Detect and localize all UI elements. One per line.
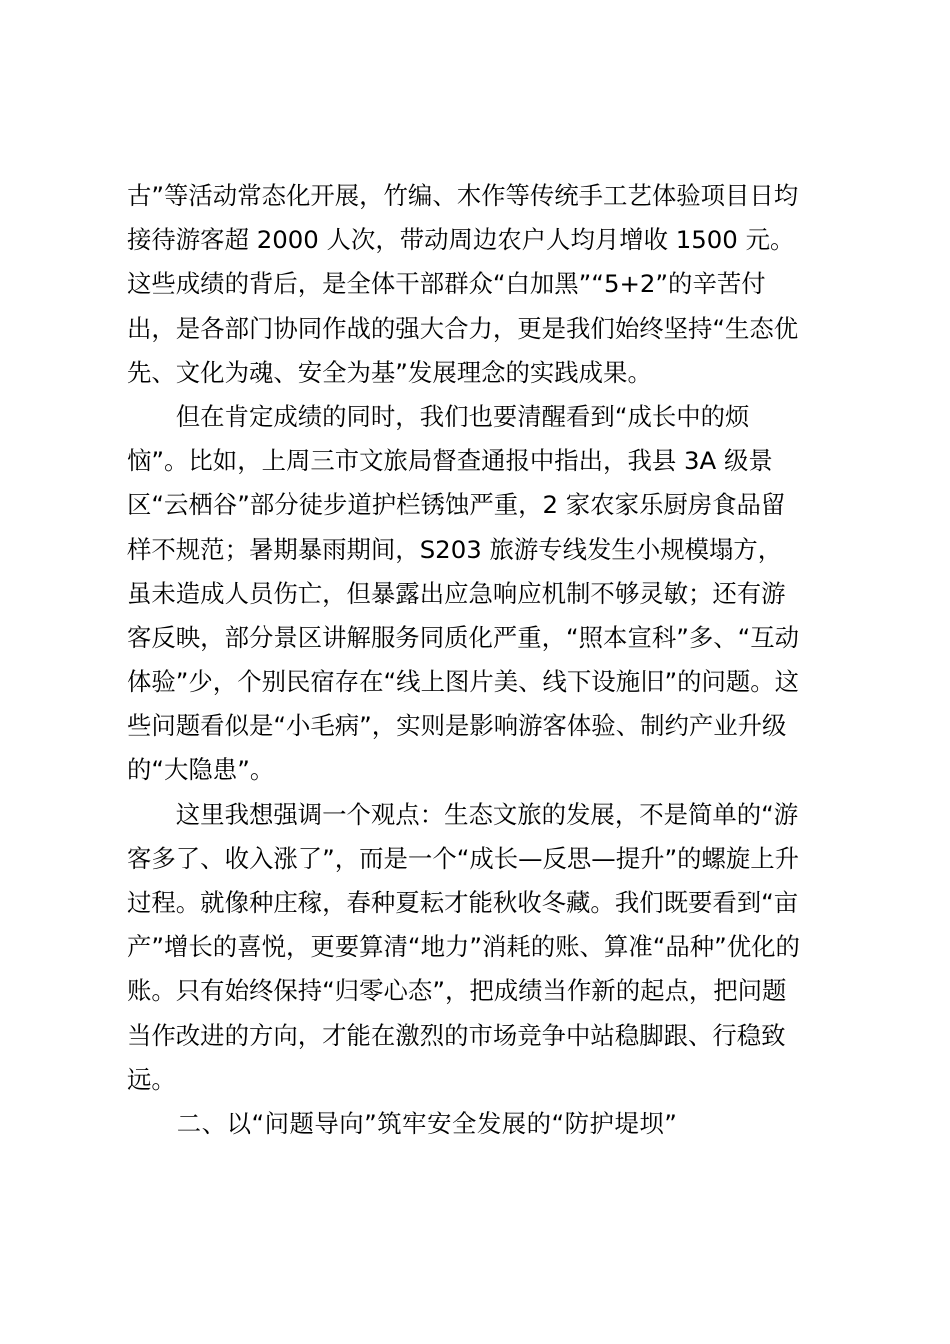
text-line: 区“云栖谷”部分徒步道护栏锈蚀严重，2 家农家乐厨房食品留 xyxy=(127,490,786,520)
text-line: 虽未造成人员伤亡，但暴露出应急响应机制不够灵敏；还有游 xyxy=(127,578,786,608)
text-line: 客多了、收入涨了”，而是一个“成长—反思—提升”的螺旋上升 xyxy=(127,843,800,873)
text-line: 但在肯定成绩的同时，我们也要清醒看到“成长中的烦 xyxy=(127,401,750,431)
text-line: 古”等活动常态化开展，竹编、木作等传统手工艺体验项目日均 xyxy=(127,181,799,210)
text-line: 远。 xyxy=(127,1064,176,1094)
text-line: 出，是各部门协同作战的强大合力，更是我们始终坚持“生态优 xyxy=(127,313,799,343)
text-line: 这里我想强调一个观点：生态文旅的发展，不是简单的“游 xyxy=(127,799,799,829)
text-line: 样不规范；暑期暴雨期间，S203 旅游专线发生小规模塌方， xyxy=(127,534,783,564)
text-line: 些问题看似是“小毛病”，实则是影响游客体验、制约产业升级 xyxy=(127,711,787,741)
text-line: 产”增长的喜悦，更要算清“地力”消耗的账、算准“品种”优化的 xyxy=(127,932,800,962)
text-line: 接待游客超 2000 人次，带动周边农户人均月增收 1500 元。 xyxy=(127,225,795,255)
text-line: 账。只有始终保持“归零心态”，把成绩当作新的起点，把问题 xyxy=(127,976,787,1006)
text-line: 这些成绩的背后，是全体干部群众“白加黑”“5+2”的辛苦付 xyxy=(127,269,766,299)
text-line: 客反映，部分景区讲解服务同质化严重，“照本宣科”多、“互动 xyxy=(127,622,800,652)
text-line: 的“大隐患”。 xyxy=(127,755,275,785)
body-text xyxy=(127,174,833,1146)
section-heading: 二、以“问题导向”筑牢安全发展的“防护堤坝” xyxy=(127,1108,678,1138)
text-line: 当作改进的方向，才能在激烈的市场竞争中站稳脚跟、行稳致 xyxy=(127,1020,786,1050)
text-line: 恼”。比如，上周三市文旅局督查通报中指出，我县 3A 级景 xyxy=(127,446,773,476)
text-line: 体验”少，个别民宿存在“线上图片美、线下设施旧”的问题。这 xyxy=(127,667,800,697)
text-line: 过程。就像种庄稼，春种夏耘才能秋收冬藏。我们既要看到“亩 xyxy=(127,888,799,917)
text-line: 先、文化为魂、安全为基”发展理念的实践成果。 xyxy=(127,357,652,387)
